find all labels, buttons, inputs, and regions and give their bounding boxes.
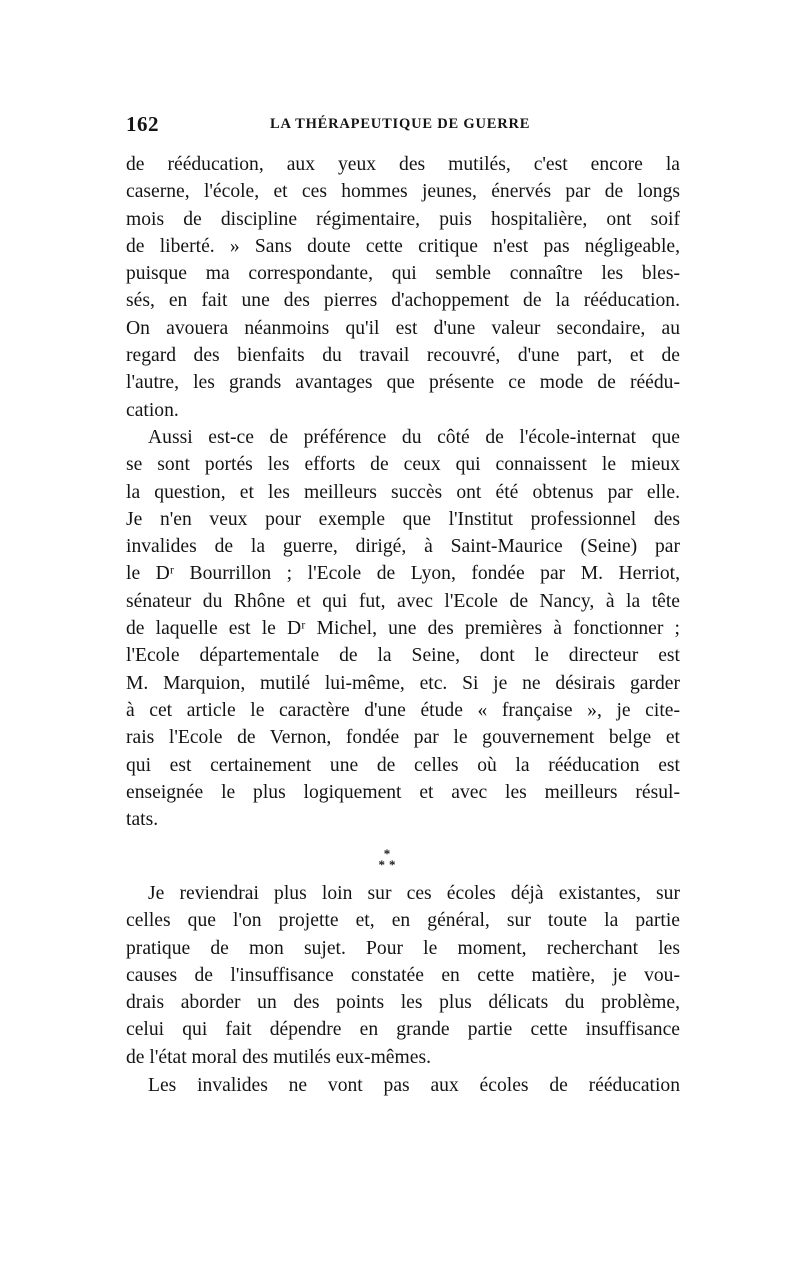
text-line: qui est certainement une de celles où la rééducation est	[126, 754, 680, 776]
text-line: cation.	[126, 399, 179, 421]
paragraph-3	[126, 880, 680, 1071]
text-line: M. Marquion, mutilé lui-même, etc. Si je ne désirais garder	[126, 672, 680, 694]
text-line: enseignée le plus logiquement et avec les meilleurs résul-	[126, 781, 680, 803]
paragraph-2	[126, 424, 680, 833]
text-line: Les invalides ne vont pas aux écoles de rééducation	[148, 1075, 680, 1096]
paragraph-1	[126, 151, 680, 424]
text-line: celui qui fait dépendre en grande partie cette insuffisance	[126, 1019, 680, 1041]
text-line: mois de discipline régimentaire, puis hospitalière, ont soif	[126, 208, 680, 230]
text-line: la question, et les meilleurs succès ont été obtenus par elle.	[126, 481, 680, 503]
text-line: sés, en fait une des pierres d'achoppement de la rééducation.	[126, 290, 680, 312]
text-line: de liberté. » Sans doute cette critique n'est pas négligeable,	[126, 235, 680, 257]
text-line: de rééducation, aux yeux des mutilés, c'est encore la	[126, 154, 680, 175]
text-line: de l'état moral des mutilés eux-mêmes.	[126, 1046, 431, 1068]
page-header	[126, 112, 684, 140]
text-line: à cet article le caractère d'une étude « française », je cite-	[126, 699, 680, 721]
text-line: caserne, l'école, et ces hommes jeunes, énervés par de longs	[126, 181, 680, 203]
text-line: Je reviendrai plus loin sur ces écoles déjà existantes, sur	[148, 883, 680, 904]
text-line: regard des bienfaits du travail recouvré, d'une part, et de	[126, 345, 680, 367]
text-line: celles que l'on projette et, en général, sur toute la partie	[126, 910, 680, 932]
text-line: l'Ecole départementale de la Seine, dont le directeur est	[126, 645, 680, 667]
text-line: Aussi est-ce de préférence du côté de l'école-internat que	[148, 427, 680, 448]
text-line: invalides de la guerre, dirigé, à Saint-Maurice (Seine) par	[126, 536, 680, 558]
text-line: puisque ma correspondante, qui semble connaître les bles-	[126, 263, 680, 285]
text-line: de laquelle est le Dʳ Michel, une des premières à fonctionner ;	[126, 618, 680, 640]
text-line: se sont portés les efforts de ceux qui connaissent le mieux	[126, 454, 680, 476]
asterism-star: *	[383, 846, 391, 861]
text-line: l'autre, les grands avantages que présente ce mode de réédu-	[126, 372, 680, 394]
text-line: Je n'en veux pour exemple que l'Institut professionnel des	[126, 508, 680, 530]
text-line: causes de l'insuffisance constatée en cette matière, je vou-	[126, 964, 680, 986]
text-line: On avouera néanmoins qu'il est d'une valeur secondaire, au	[126, 317, 680, 339]
paragraph-4	[126, 1072, 680, 1099]
text-line: le Dʳ Bourrillon ; l'Ecole de Lyon, fondée par M. Herriot,	[126, 563, 680, 585]
page-number: 162	[126, 112, 159, 136]
text-line: tats.	[126, 809, 159, 831]
running-head: LA THÉRAPEUTIQUE DE GUERRE	[270, 116, 531, 132]
text-line: rais l'Ecole de Vernon, fondée par le gouvernement belge et	[126, 727, 680, 749]
text-line: drais aborder un des points les plus délicats du problème,	[126, 992, 680, 1014]
text-line: sénateur du Rhône et qui fut, avec l'Ecole de Nancy, à la tête	[126, 590, 680, 612]
text-line: pratique de mon sujet. Pour le moment, recherchant les	[126, 937, 680, 959]
asterism-separator	[372, 848, 402, 874]
asterism-stars-row: **	[378, 857, 400, 872]
